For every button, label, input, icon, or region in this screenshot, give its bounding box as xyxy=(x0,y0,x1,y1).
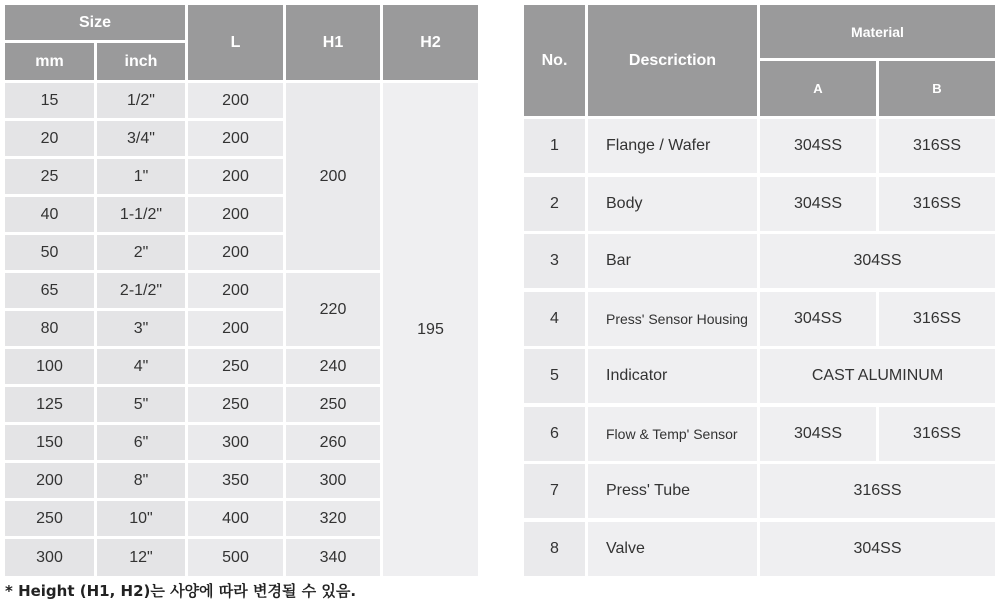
row-number-cell: 8 xyxy=(524,522,585,576)
size-mm-cell: 50 xyxy=(5,235,94,270)
length-l-cell: 200 xyxy=(188,273,283,308)
length-l-cell: 300 xyxy=(188,425,283,460)
description-cell: Valve xyxy=(588,522,757,576)
size-mm-cell: 25 xyxy=(5,159,94,194)
row-number-cell: 2 xyxy=(524,177,585,231)
header-material: Material xyxy=(760,5,995,58)
row-number-cell: 3 xyxy=(524,234,585,288)
row-number-cell: 4 xyxy=(524,292,585,346)
h1-cell: 240 xyxy=(286,349,380,384)
material-a-cell: 304SS xyxy=(760,119,876,173)
material-b-cell: 316SS xyxy=(879,177,995,231)
header-description: Descriction xyxy=(588,5,757,116)
size-mm-cell: 200 xyxy=(5,463,94,498)
size-inch-cell: 3" xyxy=(97,311,185,346)
length-l-cell: 200 xyxy=(188,83,283,118)
length-l-cell: 400 xyxy=(188,501,283,536)
h1-cell: 320 xyxy=(286,501,380,536)
material-a-cell: 304SS xyxy=(760,292,876,346)
size-mm-cell: 65 xyxy=(5,273,94,308)
size-inch-cell: 12" xyxy=(97,539,185,576)
size-mm-cell: 300 xyxy=(5,539,94,576)
header-size: Size xyxy=(5,5,185,40)
row-number-cell: 7 xyxy=(524,464,585,518)
material-b-cell: 316SS xyxy=(879,119,995,173)
size-inch-cell: 5" xyxy=(97,387,185,422)
header-l: L xyxy=(188,5,283,80)
size-inch-cell: 1-1/2" xyxy=(97,197,185,232)
size-inch-cell: 1" xyxy=(97,159,185,194)
size-mm-cell: 250 xyxy=(5,501,94,536)
material-ab-cell: 304SS xyxy=(760,234,995,288)
size-mm-cell: 80 xyxy=(5,311,94,346)
material-ab-cell: CAST ALUMINUM xyxy=(760,349,995,403)
row-number-cell: 5 xyxy=(524,349,585,403)
material-b-cell: 316SS xyxy=(879,292,995,346)
size-inch-cell: 3/4" xyxy=(97,121,185,156)
header-h2: H2 xyxy=(383,5,478,80)
description-cell: Bar xyxy=(588,234,757,288)
length-l-cell: 200 xyxy=(188,159,283,194)
size-inch-cell: 1/2" xyxy=(97,83,185,118)
description-cell: Indicator xyxy=(588,349,757,403)
length-l-cell: 250 xyxy=(188,349,283,384)
h1-cell: 200 xyxy=(286,83,380,270)
size-inch-cell: 10" xyxy=(97,501,185,536)
length-l-cell: 200 xyxy=(188,121,283,156)
material-ab-cell: 316SS xyxy=(760,464,995,518)
size-mm-cell: 40 xyxy=(5,197,94,232)
h1-cell: 260 xyxy=(286,425,380,460)
size-mm-cell: 20 xyxy=(5,121,94,156)
material-a-cell: 304SS xyxy=(760,177,876,231)
length-l-cell: 200 xyxy=(188,197,283,232)
length-l-cell: 200 xyxy=(188,235,283,270)
size-inch-cell: 2" xyxy=(97,235,185,270)
size-mm-cell: 100 xyxy=(5,349,94,384)
material-a-cell: 304SS xyxy=(760,407,876,461)
length-l-cell: 350 xyxy=(188,463,283,498)
h1-cell: 250 xyxy=(286,387,380,422)
header-mm: mm xyxy=(5,43,94,80)
description-cell: Press' Tube xyxy=(588,464,757,518)
material-ab-cell: 304SS xyxy=(760,522,995,576)
h1-cell: 300 xyxy=(286,463,380,498)
length-l-cell: 500 xyxy=(188,539,283,576)
footnote: * Height (H1, H2)는 사양에 따라 변경될 수 있음. xyxy=(5,581,357,600)
row-number-cell: 1 xyxy=(524,119,585,173)
description-cell: Press' Sensor Housing xyxy=(588,292,757,346)
size-inch-cell: 2-1/2" xyxy=(97,273,185,308)
material-b-cell: 316SS xyxy=(879,407,995,461)
header-material-a: A xyxy=(760,61,876,116)
description-cell: Flow & Temp' Sensor xyxy=(588,407,757,461)
header-h1: H1 xyxy=(286,5,380,80)
length-l-cell: 250 xyxy=(188,387,283,422)
size-mm-cell: 15 xyxy=(5,83,94,118)
length-l-cell: 200 xyxy=(188,311,283,346)
description-cell: Body xyxy=(588,177,757,231)
header-no: No. xyxy=(524,5,585,116)
h1-cell: 220 xyxy=(286,273,380,346)
h1-cell: 340 xyxy=(286,539,380,576)
size-inch-cell: 8" xyxy=(97,463,185,498)
size-inch-cell: 6" xyxy=(97,425,185,460)
row-number-cell: 6 xyxy=(524,407,585,461)
size-mm-cell: 150 xyxy=(5,425,94,460)
header-inch: inch xyxy=(97,43,185,80)
header-material-b: B xyxy=(879,61,995,116)
description-cell: Flange / Wafer xyxy=(588,119,757,173)
size-inch-cell: 4" xyxy=(97,349,185,384)
h2-cell: 195 xyxy=(383,83,478,576)
size-mm-cell: 125 xyxy=(5,387,94,422)
